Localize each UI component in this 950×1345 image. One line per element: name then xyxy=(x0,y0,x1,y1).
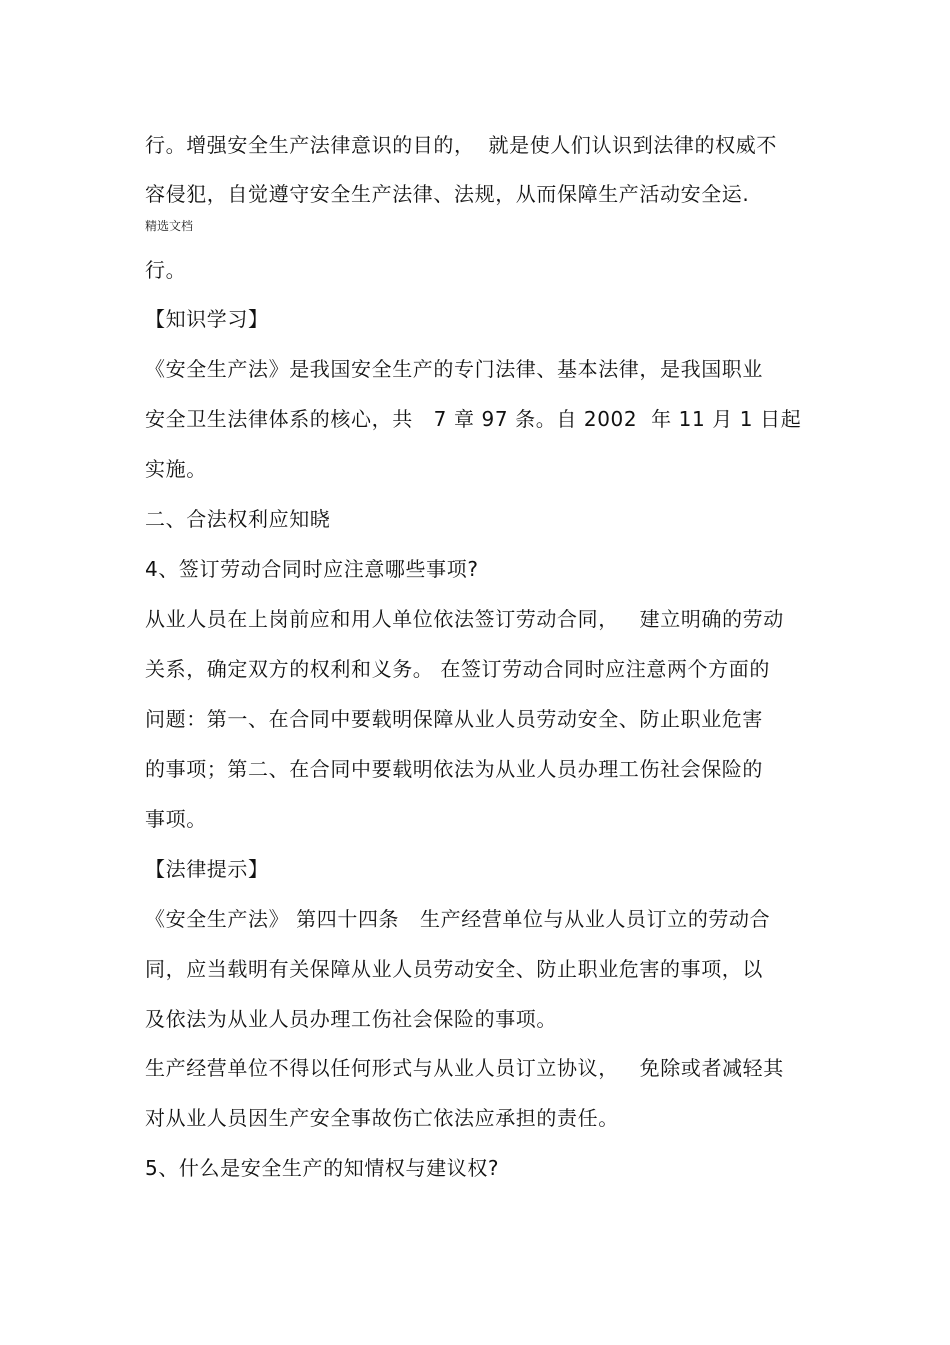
section-heading: 二、合法权利应知晓 xyxy=(145,507,331,531)
watermark-label: 精选文档 xyxy=(145,219,194,233)
paragraph-line: 容侵犯，自觉遵守安全生产法律、法规，从而保障生产活动安全运. xyxy=(145,182,750,206)
paragraph-line: 问题：第一、在合同中要载明保障从业人员劳动安全、防止职业危害 xyxy=(145,707,763,731)
paragraph-line: 《安全生产法》 第四十四条 生产经营单位与从业人员订立的劳动合 xyxy=(145,907,771,931)
paragraph-line: 关系，确定双方的权利和义务。 在签订劳动合同时应注意两个方面的 xyxy=(145,657,770,681)
paragraph-line: 事项。 xyxy=(145,807,207,831)
paragraph-line: 同，应当载明有关保障从业人员劳动安全、防止职业危害的事项，以 xyxy=(145,957,763,981)
paragraph-line: 实施。 xyxy=(145,457,207,481)
paragraph-line: 行。 xyxy=(145,258,187,282)
paragraph-line: 《安全生产法》是我国安全生产的专门法律、基本法律，是我国职业 xyxy=(145,357,763,381)
paragraph-line: 从业人员在上岗前应和用人单位依法签订劳动合同， 建立明确的劳动 xyxy=(145,607,784,631)
section-heading: 【法律提示】 xyxy=(145,857,269,881)
question-heading: 5、什么是安全生产的知情权与建议权? xyxy=(145,1156,500,1180)
section-heading: 【知识学习】 xyxy=(145,307,269,331)
paragraph-line: 安全卫生法律体系的核心，共 7 章 97 条。自 2002 年 11 月 1 日起 xyxy=(145,407,802,431)
paragraph-line: 对从业人员因生产安全事故伤亡依法应承担的责任。 xyxy=(145,1106,619,1130)
paragraph-line: 行。增强安全生产法律意识的目的， 就是使人们认识到法律的权威不 xyxy=(145,133,777,157)
paragraph-line: 及依法为从业人员办理工伤社会保险的事项。 xyxy=(145,1007,557,1031)
paragraph-line: 生产经营单位不得以任何形式与从业人员订立协议， 免除或者减轻其 xyxy=(145,1056,784,1080)
paragraph-line: 的事项；第二、在合同中要载明依法为从业人员办理工伤社会保险的 xyxy=(145,757,763,781)
question-heading: 4、签订劳动合同时应注意哪些事项? xyxy=(145,557,479,581)
